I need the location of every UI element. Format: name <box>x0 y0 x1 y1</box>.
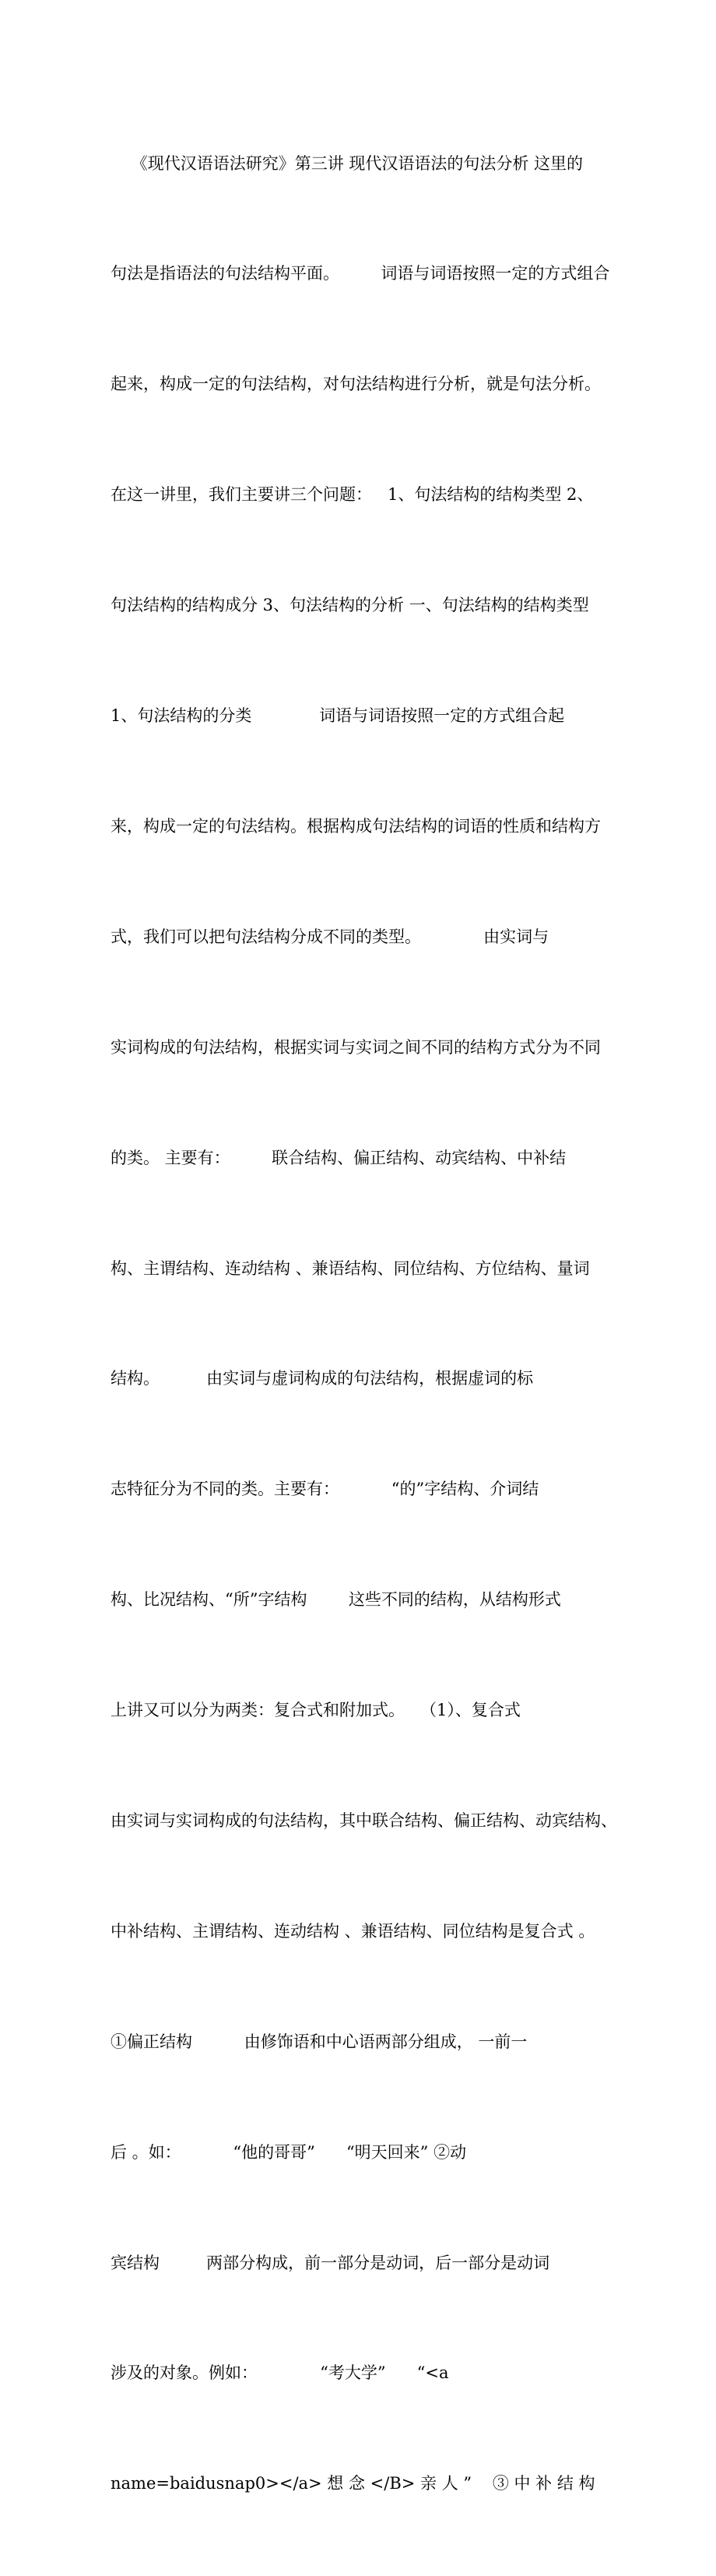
text-line: 式，我们可以把句法结构分成不同的类型。 由实词与 <box>111 927 549 946</box>
text-line: 实词构成的句法结构，根据实词与实词之间不同的结构方式分为不同 <box>111 1037 601 1057</box>
text-line: 《现代汉语语法研究》第三讲 现代汉语语法的句法分析 这里的 <box>111 153 584 173</box>
text-line: 上讲又可以分为两类：复合式和附加式。 （1）、复合式 <box>111 1701 521 1720</box>
text-line: ①偏正结构 由修饰语和中心语两部分组成， 一前一 <box>111 2032 528 2051</box>
text-line: 由实词与实词构成的句法结构，其中联合结构、偏正结构、动宾结构、 <box>111 1811 617 1830</box>
text-line: 构、比况结构、“所”字结构 这些不同的结构，从结构形式 <box>111 1590 561 1610</box>
text-line: 结构。 由实词与虚词构成的句法结构，根据虚词的标 <box>111 1369 534 1388</box>
text-line: 1、句法结构的分类 词语与词语按照一定的方式组合起 <box>111 706 565 726</box>
text-line: 志特征分为不同的类。主要有： “的”字结构、介词结 <box>111 1480 539 1499</box>
text-line: 句法是指语法的句法结构平面。 词语与词语按照一定的方式组合 <box>111 264 610 283</box>
document-body <box>111 72 615 2576</box>
text-line: 句法结构的结构成分 3、句法结构的分析 一、句法结构的结构类型 <box>111 596 589 615</box>
text-line: 在这一讲里，我们主要讲三个问题： 1、句法结构的结构类型 2、 <box>111 485 594 505</box>
text-line: 构、主谓结构、连动结构 、兼语结构、同位结构、方位结构、量词 <box>111 1258 590 1278</box>
text-line: name=baidusnap0></a> 想 念 </B> 亲 人 ” ③ 中 补 结 构 <box>111 2474 595 2493</box>
text-line: 起来，构成一定的句法结构，对句法结构进行分析，就是句法分析。 <box>111 375 601 394</box>
text-line: 中补结构、主谓结构、连动结构 、兼语结构、同位结构是复合式 。 <box>111 1921 595 1941</box>
text-line: 后 。如： “他的哥哥” “明天回来” ②动 <box>111 2142 467 2162</box>
text-line: 宾结构 两部分构成，前一部分是动词，后一部分是动词 <box>111 2253 550 2272</box>
text-line: 涉及的对象。例如： “考大学” “<a <box>111 2363 449 2383</box>
text-line: 来，构成一定的句法结构。根据构成句法结构的词语的性质和结构方 <box>111 816 601 836</box>
text-line: 的类。 主要有： 联合结构、偏正结构、动宾结构、中补结 <box>111 1148 567 1167</box>
